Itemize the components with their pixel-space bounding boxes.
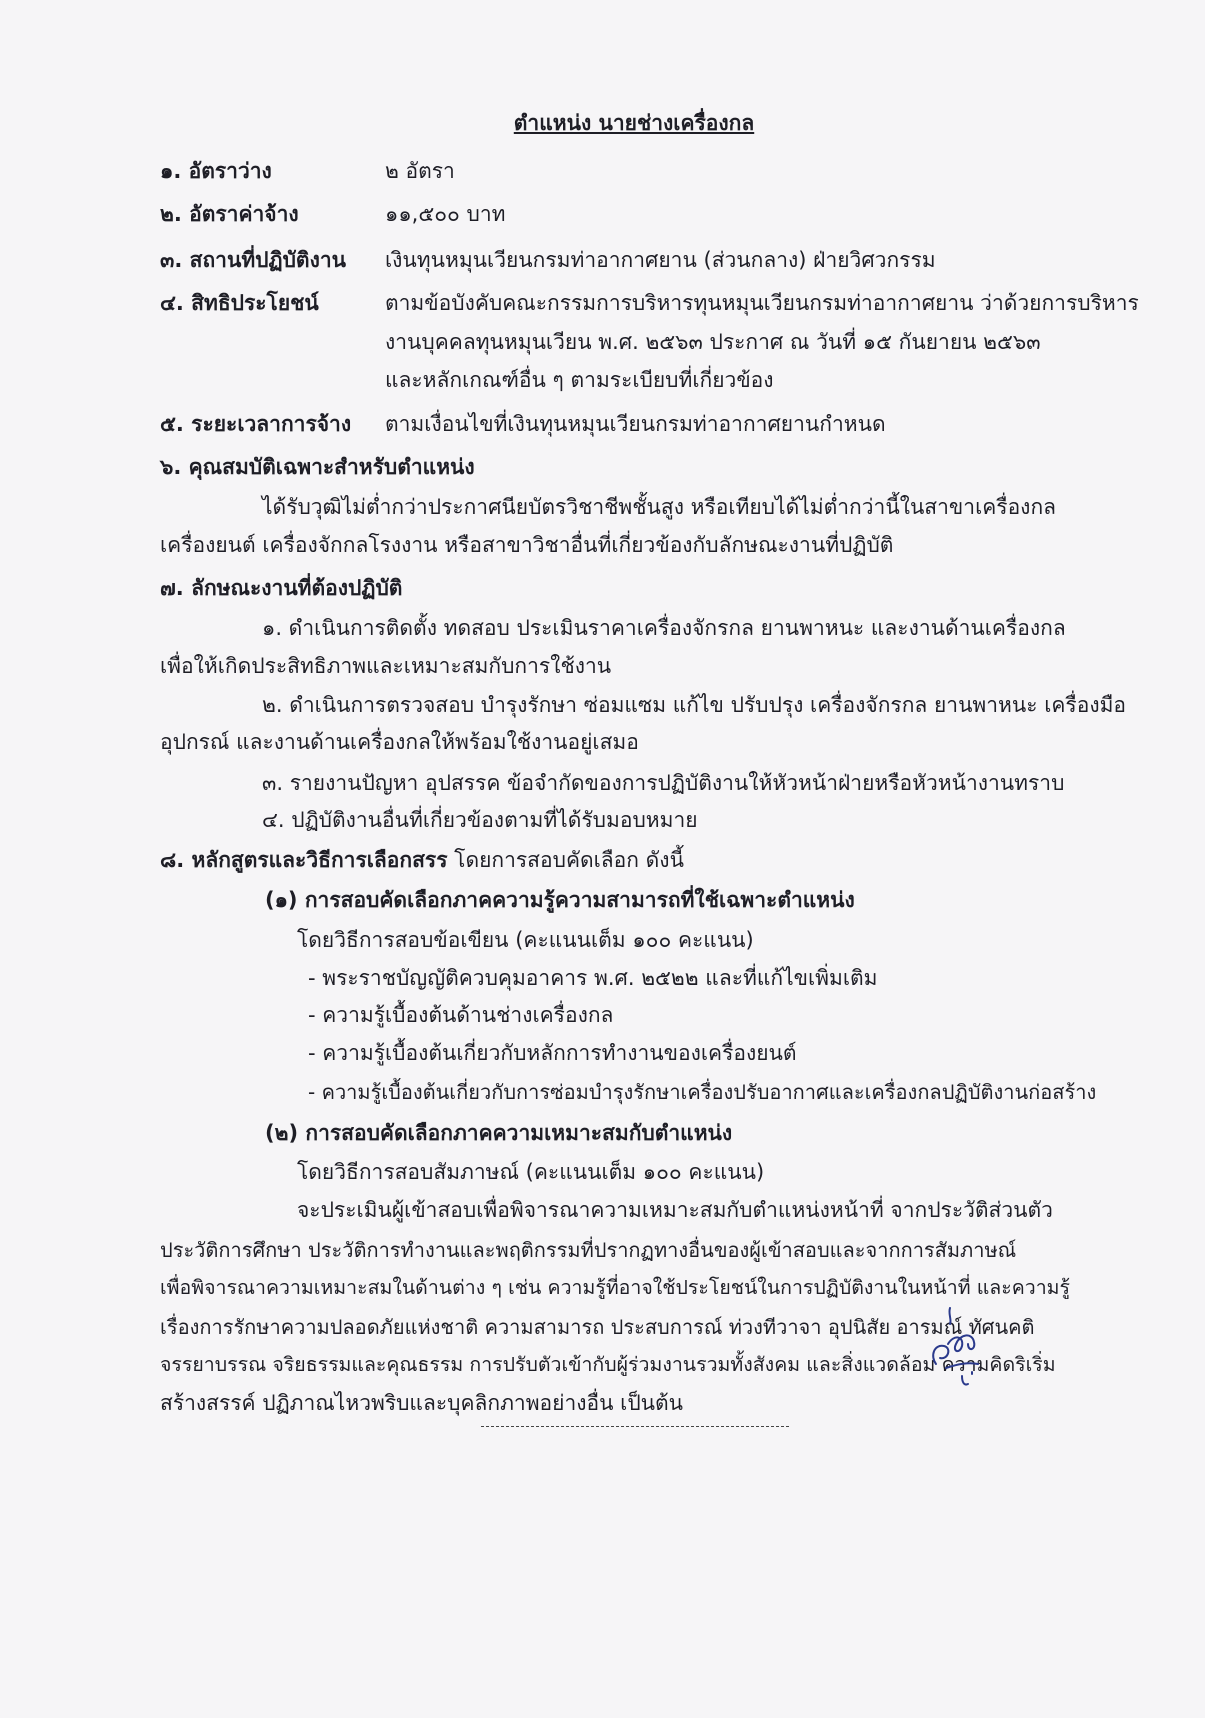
sub-1-bullet: - ความรู้เบื้องต้นเกี่ยวกับการซ่อมบำรุงรักษาเครื่องปรับอากาศและเครื่องกลปฏิบัติงานก่อสร้าง bbox=[308, 1080, 1097, 1104]
item-4-line-2: งานบุคคลทุนหมุนเวียน พ.ศ. ๒๕๖๓ ประกาศ ณ วันที่ ๑๕ กันยายน ๒๕๖๓ bbox=[385, 330, 1041, 354]
page-title: ตำแหน่ง นายช่างเครื่องกล bbox=[513, 111, 755, 135]
sub-1-bullet: - ความรู้เบื้องต้นเกี่ยวกับหลักการทำงานของเครื่องยนต์ bbox=[308, 1041, 797, 1065]
sub-1-bullet: - ความรู้เบื้องต้นด้านช่างเครื่องกล bbox=[308, 1003, 614, 1027]
item-4-line-3: และหลักเกณฑ์อื่น ๆ ตามระเบียบที่เกี่ยวข้อง bbox=[385, 368, 774, 392]
sub-1-title: (๑) การสอบคัดเลือกภาคความรู้ความสามารถที่ใช้เฉพาะตำแหน่ง bbox=[265, 888, 855, 912]
section-8-heading-line bbox=[160, 845, 684, 875]
sub-2-paragraph-line: จะประเมินผู้เข้าสอบเพื่อพิจารณาความเหมาะสมกับตำแหน่งหน้าที่ จากประวัติส่วนตัว bbox=[297, 1198, 1053, 1222]
section-7-item-1-cont: เพื่อให้เกิดประสิทธิภาพและเหมาะสมกับการใช้งาน bbox=[160, 654, 612, 678]
section-6-line-1: ได้รับวุฒิไม่ต่ำกว่าประกาศนียบัตรวิชาชีพชั้นสูง หรือเทียบได้ไม่ต่ำกว่านี้ในสาขาเครื่องกล bbox=[262, 495, 1057, 519]
item-4-label: ๔. สิทธิประโยชน์ bbox=[160, 291, 319, 315]
sub-2-paragraph-line: เพื่อพิจารณาความเหมาะสมในด้านต่าง ๆ เช่น ความรู้ที่อาจใช้ประโยชน์ในการปฏิบัติงานในหน้าที่ และความรู้ bbox=[160, 1276, 1071, 1299]
sub-2-paragraph-line: ประวัติการศึกษา ประวัติการทำงานและพฤติกรรมที่ปรากฏทางอื่นของผู้เข้าสอบและจากการสัมภาษณ์ bbox=[160, 1238, 1017, 1262]
sub-1-bullet: - พระราชบัญญัติควบคุมอาคาร พ.ศ. ๒๕๒๒ และที่แก้ไขเพิ่มเติม bbox=[308, 966, 878, 990]
item-3-value: เงินทุนหมุนเวียนกรมท่าอากาศยาน (ส่วนกลาง) ฝ่ายวิศวกรรม bbox=[385, 248, 936, 272]
section-7-item-1: ๑. ดำเนินการติดตั้ง ทดสอบ ประเมินราคาเครื่องจักรกล ยานพาหนะ และงานด้านเครื่องกล bbox=[262, 616, 1066, 640]
section-7-item-3: ๓. รายงานปัญหา อุปสรรค ข้อจำกัดของการปฏิบัติงานให้หัวหน้าฝ่ายหรือหัวหน้างานทราบ bbox=[262, 771, 1065, 795]
item-1-label: ๑. อัตราว่าง bbox=[160, 159, 272, 183]
section-8-heading-tail: โดยการสอบคัดเลือก ดังนี้ bbox=[454, 848, 684, 872]
sub-2-method: โดยวิธีการสอบสัมภาษณ์ (คะแนนเต็ม ๑๐๐ คะแนน) bbox=[297, 1160, 765, 1184]
end-divider bbox=[481, 1426, 789, 1427]
section-7-item-2: ๒. ดำเนินการตรวจสอบ บำรุงรักษา ซ่อมแซม แก้ไข ปรับปรุง เครื่องจักรกล ยานพาหนะ เครื่องมือ bbox=[262, 693, 1127, 717]
section-7-heading: ๗. ลักษณะงานที่ต้องปฏิบัติ bbox=[160, 576, 403, 600]
item-3-label: ๓. สถานที่ปฏิบัติงาน bbox=[160, 248, 346, 272]
handwritten-initials bbox=[928, 1304, 988, 1390]
sub-1-method: โดยวิธีการสอบข้อเขียน (คะแนนเต็ม ๑๐๐ คะแนน) bbox=[297, 928, 754, 952]
item-4-line-1: ตามข้อบังคับคณะกรรมการบริหารทุนหมุนเวียนกรมท่าอากาศยาน ว่าด้วยการบริหาร bbox=[385, 291, 1139, 315]
item-5-value: ตามเงื่อนไขที่เงินทุนหมุนเวียนกรมท่าอากาศยานกำหนด bbox=[385, 412, 886, 436]
item-2-label: ๒. อัตราค่าจ้าง bbox=[160, 202, 299, 226]
sub-2-paragraph-line: จรรยาบรรณ จริยธรรมและคุณธรรม การปรับตัวเข้ากับผู้ร่วมงานรวมทั้งสังคม และสิ่งแวดล้อม ความคิดริเริ่ม bbox=[160, 1353, 1056, 1376]
section-7-item-2-cont: อุปกรณ์ และงานด้านเครื่องกลให้พร้อมใช้งานอยู่เสมอ bbox=[160, 730, 639, 754]
item-5-label: ๕. ระยะเวลาการจ้าง bbox=[160, 412, 352, 436]
sub-2-paragraph-line: สร้างสรรค์ ปฏิภาณไหวพริบและบุคลิกภาพอย่างอื่น เป็นต้น bbox=[160, 1391, 684, 1415]
sub-2-title: (๒) การสอบคัดเลือกภาคความเหมาะสมกับตำแหน่ง bbox=[265, 1121, 733, 1145]
section-6-heading: ๖. คุณสมบัติเฉพาะสำหรับตำแหน่ง bbox=[160, 455, 475, 479]
sub-2-paragraph-line: เรื่องการรักษาความปลอดภัยแห่งชาติ ความสามารถ ประสบการณ์ ท่วงทีวาจา อุปนิสัย อารมณ์ ทัศนคติ bbox=[160, 1315, 1035, 1339]
section-7-item-4: ๔. ปฏิบัติงานอื่นที่เกี่ยวข้องตามที่ได้รับมอบหมาย bbox=[262, 808, 698, 832]
section-8-heading: ๘. หลักสูตรและวิธีการเลือกสรร bbox=[160, 848, 448, 872]
item-1-value: ๒ อัตรา bbox=[385, 159, 455, 183]
section-6-line-2: เครื่องยนต์ เครื่องจักกลโรงงาน หรือสาขาวิชาอื่นที่เกี่ยวข้องกับลักษณะงานที่ปฏิบัติ bbox=[160, 533, 894, 557]
item-2-value: ๑๑,๕๐๐ บาท bbox=[385, 202, 506, 226]
